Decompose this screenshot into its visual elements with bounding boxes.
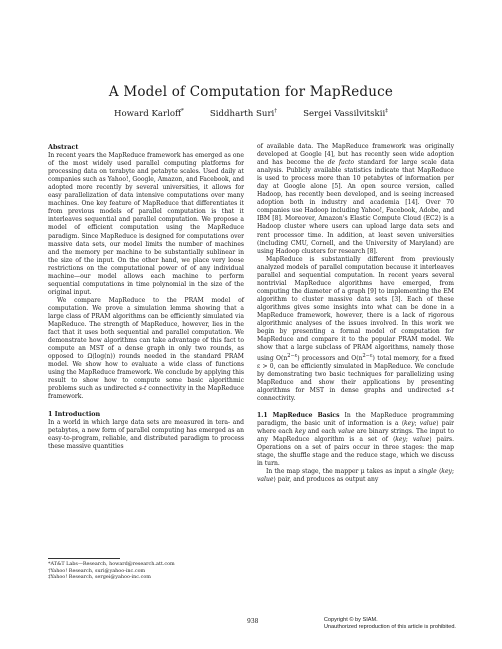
body-paragraph: In a world in which large data sets are measured in tera- and petabytes, a new form of parallel computing has emerged as an easy-to-program, reliable, and distributed paradigm to process these massive quantities <box>48 418 244 450</box>
author: Siddharth Suri† <box>209 108 278 119</box>
author-list <box>0 108 502 119</box>
author: Sergei Vassilvitskii‡ <box>303 108 388 119</box>
section-heading: 1 Introduction <box>48 409 101 418</box>
abstract-paragraph: In recent years the MapReduce framework has emerged as one of the most widely used parallel computing platforms for processing data on terabyte and petabyte scales. Used daily at companies such as Yahoo!, Google, Amazon, and Facebook, and adopted more recently by several universities, it allows for easy parallelization of data intensive computations over many machines. One key feature of MapReduce that differentiates it from previous models of parallel computation is that it interleaves sequential and parallel computation. We propose a model of efficient computation using the MapReduce paradigm. Since MapReduce is designed for computations over massive data sets, our model limits the number of machines and the memory per machine to be substantially sublinear in the size of the input. On the other hand, we place very loose restrictions on the computational power of of any individual machine—our model allows each machine to perform sequential computations in time polynomial in the size of the original input. <box>48 152 244 296</box>
footnote: †Yahoo! Research, suri@yahoo-inc.com <box>48 567 146 574</box>
body-paragraph: 1.1 MapReduce Basics In the MapReduce programming paradigm, the basic unit of information is a ⟨key; value⟩ pair where each key and each value are binary strings. The input to any MapReduce algorithm is a set of ⟨key; value⟩ pairs. Operations on a set of pairs occur in three stages: the map stage, the shuffle stage and the reduce stage, which we discuss in turn. <box>257 411 454 467</box>
body-paragraph: MapReduce is substantially different from previously analyzed models of parallel computation because it interleaves parallel and sequential computation. In recent years several nontrivial MapReduce algorithms have emerged, from computing the diameter of a graph [9] to implementing the EM algorithm to cluster massive data sets [3]. Each of these algorithms gives some insights into what can be done in a MapReduce framework, however, there is a lack of rigorous algorithmic analyses of the issues involved. In this work we begin by presenting a formal model of computation for MapReduce and compare it to the popular PRAM model. We show that a large subclass of PRAM algorithms, namely those using $O(n^{2-\varepsilon})$ processors and $O(n^{2-\varepsilon})$ total memory, for a fixed ε > 0, can be efficiently simulated in MapReduce. We conclude by demonstrating two basic techniques for parallelizing using MapReduce and show their applications by presenting algorithms for MST in dense graphs and undirected s-t connectivity. <box>257 255 455 403</box>
footnote: *AT&T Labs—Research, howard@research.att.com <box>48 561 175 567</box>
copyright-notice: Copyright © by SIAM. Unauthorized reproduction of this article is prohibited. <box>323 617 456 631</box>
subsection-heading: 1.1 MapReduce Basics <box>257 411 340 419</box>
footnote: ‡Yahoo! Research, sergei@yahoo-inc.com <box>48 574 151 581</box>
body-paragraph: of available data. The MapReduce framework was originally developed at Google [4], but has recently seen wide adoption and has become the de facto standard for large scale data analysis. Publicly available statistics indicate that MapReduce is used to process more than 10 petabytes of information per day at Google alone [5]. An open source version, called Hadoop, has recently been developed, and is seeing increased adoption both in industry and academia [14]. Over 70 companies use Hadoop including Yahoo!, Facebook, Adobe, and IBM [8]. Moreover, Amazon's Elastic Compute Cloud (EC2) is a Hadoop cluster where users can upload large data sets and rent processor time. In addition, at least seven universities (including CMU, Cornell, and the University of Maryland) are using Hadoop clusters for research [8]. <box>257 143 455 255</box>
body-paragraph: In the map stage, the mapper μ takes as input a single ⟨key; value⟩ pair, and produces as output any <box>257 467 454 483</box>
abstract-heading: Abstract <box>48 143 79 151</box>
author: Howard Karloff* <box>113 108 184 119</box>
page-number: 938 <box>247 618 259 625</box>
footnote-rule <box>48 558 120 559</box>
right-column <box>257 143 454 484</box>
paper-title: A Model of Computation for MapReduce <box>108 84 394 100</box>
footnotes <box>48 561 248 581</box>
abstract-paragraph: We compare MapReduce to the PRAM model of computation. We prove a simulation lemma showing that a large class of PRAM algorithms can be efficiently simulated via MapReduce. The strength of MapReduce, however, lies in the fact that it uses both sequential and parallel computation. We demonstrate how algorithms can take advantage of this fact to compute an MST of a dense graph in only two rounds, as opposed to Ω(log(n)) rounds needed in the standard PRAM model. We show how to evaluate a wide class of functions using the MapReduce framework. We conclude by applying this result to show how to compute some basic algorithmic problems such as undirected s-t connectivity in the MapReduce framework. <box>48 296 244 401</box>
left-column <box>48 143 244 451</box>
